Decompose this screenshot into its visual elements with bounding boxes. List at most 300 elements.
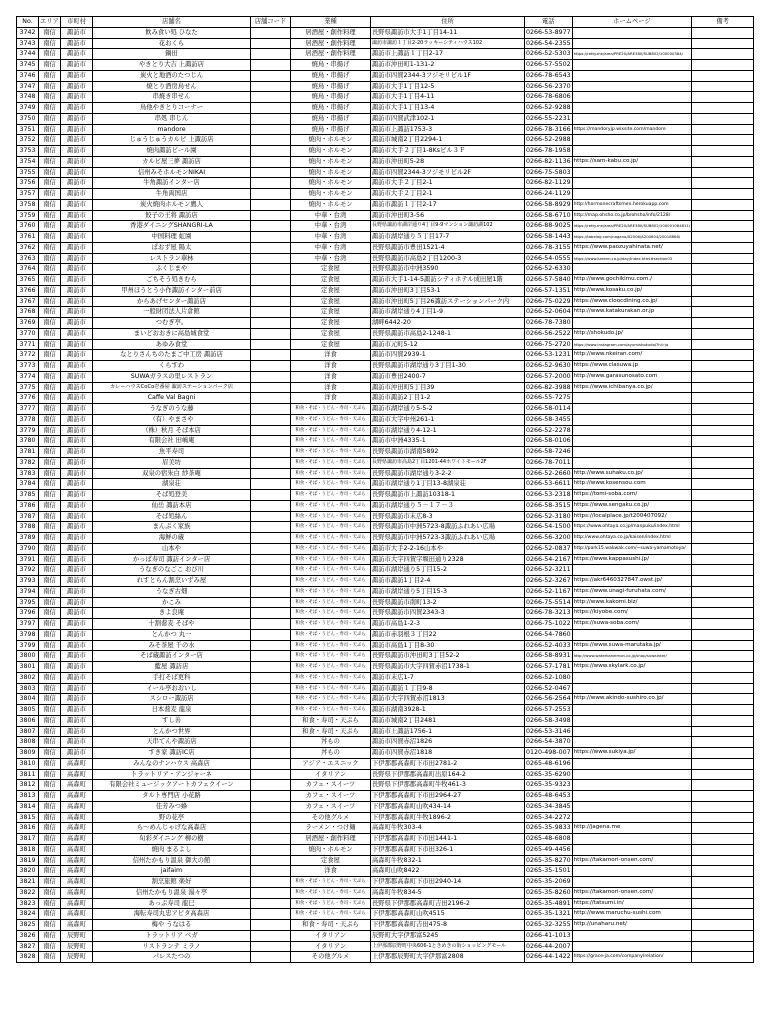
phone-cell: 0266-52-3211 <box>525 565 573 576</box>
area-cell: 南信 <box>39 629 61 640</box>
area-cell: 南信 <box>39 124 61 135</box>
homepage-link[interactable]: https://tabelog.com/nagano/A2006/A200604/20018868/ <box>572 232 692 243</box>
address-cell: 高森町牛牧303-4 <box>371 823 525 834</box>
shop-name-cell: 藍屋 諏訪店 <box>93 662 251 673</box>
city-cell: 諏訪市 <box>61 350 93 361</box>
city-cell: 諏訪市 <box>61 597 93 608</box>
area-cell: 南信 <box>39 60 61 71</box>
city-cell: 高森町 <box>61 866 93 877</box>
shop-code-cell <box>251 705 291 716</box>
phone-cell: 0266-75-2720 <box>525 339 573 350</box>
area-cell: 南信 <box>39 425 61 436</box>
address-cell: 諏訪市湖岸通り5-5-2 <box>371 404 525 415</box>
homepage-link[interactable]: http://www.gochikimu.com./ <box>572 275 692 286</box>
address-cell: 諏訪市高島1-2-3 <box>371 619 525 630</box>
category-cell: その他グルメ <box>291 812 371 823</box>
category-cell: 居酒屋・創作料理 <box>291 27 371 38</box>
homepage-link[interactable]: https://www.skylark.co.jp/ <box>572 662 692 673</box>
homepage-link[interactable]: http://map.ohsho.co.jp/b/ohsho/info/2128/ <box>572 210 692 221</box>
city-cell: 諏訪市 <box>61 748 93 759</box>
phone-cell: 0266-57-2000 <box>525 371 573 382</box>
row-number: 3791 <box>17 554 39 565</box>
homepage-link[interactable]: https://retty.me/area/PRE20/ARE380/SUB802/100001084811/ <box>572 221 692 232</box>
phone-cell: 0266-82-1129 <box>525 178 573 189</box>
row-number: 3795 <box>17 597 39 608</box>
table-row <box>17 242 754 253</box>
shop-code-cell <box>251 780 291 791</box>
area-cell: 南信 <box>39 511 61 522</box>
shop-code-cell <box>251 834 291 845</box>
notes-cell <box>692 726 754 737</box>
phone-cell: 0266-55-7275 <box>525 393 573 404</box>
phone-cell: 0266-56-2522 <box>525 328 573 339</box>
shop-code-cell <box>251 823 291 834</box>
shop-name-cell: SUWAガラスの里レストラン <box>93 371 251 382</box>
category-cell: カフェ・スイーツ <box>291 791 371 802</box>
shop-code-cell <box>251 232 291 243</box>
notes-cell <box>692 253 754 264</box>
homepage-link[interactable]: http://park15.wakwak.com/~suwa-yamamotoya/ <box>572 543 692 554</box>
address-cell: 長野県下伊那郡高森町吉田2196-2 <box>371 898 525 909</box>
phone-cell: 0266-44-2007 <box>525 941 573 952</box>
shop-code-cell <box>251 758 291 769</box>
city-cell: 諏訪市 <box>61 629 93 640</box>
shop-name-cell: 梅や うなはる <box>93 920 251 931</box>
phone-cell: 0266-57-5840 <box>525 275 573 286</box>
shop-code-cell <box>251 812 291 823</box>
area-cell: 南信 <box>39 748 61 759</box>
shop-name-cell: ぱおず屋 陽太 <box>93 242 251 253</box>
header-row <box>17 17 754 28</box>
table-row <box>17 769 754 780</box>
address-cell: 諏訪市諏訪１丁目9-8 <box>371 683 525 694</box>
category-cell: 焼鳥・串揚げ <box>291 70 371 81</box>
table-row <box>17 199 754 210</box>
shop-name-cell: かこみ <box>93 597 251 608</box>
notes-cell <box>692 920 754 931</box>
notes-cell <box>692 952 754 963</box>
shop-name-cell: 仙岳 諏訪本店 <box>93 500 251 511</box>
shop-name-cell: トラットリア・アンジャーネ <box>93 769 251 780</box>
shop-code-cell <box>251 70 291 81</box>
notes-cell <box>692 511 754 522</box>
city-cell: 諏訪市 <box>61 371 93 382</box>
col-header-city: 市町村 <box>61 17 93 28</box>
homepage-link <box>572 146 692 157</box>
table-row <box>17 221 754 232</box>
row-number: 3797 <box>17 619 39 630</box>
row-number: 3766 <box>17 285 39 296</box>
address-cell: 下伊那郡高森町山吹434-14 <box>371 801 525 812</box>
phone-cell: 0266-58-8931 <box>525 651 573 662</box>
city-cell: 高森町 <box>61 877 93 888</box>
table-row <box>17 780 754 791</box>
shop-name-cell: そば処絲ん <box>93 511 251 522</box>
phone-cell: 0266-78-6543 <box>525 70 573 81</box>
address-cell: 諏訪市四賀赤沼1826 <box>371 737 525 748</box>
homepage-link[interactable]: https://www.suwa-marutaka.jp/ <box>572 640 692 651</box>
notes-cell <box>692 285 754 296</box>
area-cell: 南信 <box>39 490 61 501</box>
address-cell: 諏訪市諏訪１丁目2-20ラッキーシティハウス102 <box>371 38 525 49</box>
homepage-link[interactable]: https://www.paozuyahinata.net/ <box>572 242 692 253</box>
address-cell: 諏訪市上諏訪１丁目2-17 <box>371 49 525 60</box>
homepage-link[interactable]: https://takamori-onsen.com/ <box>572 887 692 898</box>
homepage-link <box>572 447 692 458</box>
phone-cell: 0265-35-1321 <box>525 909 573 920</box>
shop-name-cell: 双泉の宿朱白 紗茶庵 <box>93 468 251 479</box>
phone-cell: 0265-34-3845 <box>525 801 573 812</box>
address-cell: 諏訪市末広1-7 <box>371 672 525 683</box>
homepage-link[interactable]: http://www.maruchu-sushi.com <box>572 909 692 920</box>
homepage-link[interactable]: http://www.garasunosato.com <box>572 371 692 382</box>
area-cell: 南信 <box>39 221 61 232</box>
row-number: 3804 <box>17 694 39 705</box>
address-cell: 諏訪市諏訪2丁目1-2 <box>371 393 525 404</box>
address-cell: 諏訪市湖岸通り4丁目1-9 <box>371 307 525 318</box>
area-cell: 南信 <box>39 855 61 866</box>
address-cell: 長野県諏訪市四賀2343-3 <box>371 608 525 619</box>
shop-name-cell: 信州みそホルモンNIKAI <box>93 167 251 178</box>
notes-cell <box>692 887 754 898</box>
row-number: 3748 <box>17 92 39 103</box>
city-cell: 諏訪市 <box>61 554 93 565</box>
col-header-shop-name: 店舗名 <box>93 17 251 28</box>
shop-code-cell <box>251 146 291 157</box>
phone-cell: 0266-56-3200 <box>525 533 573 544</box>
row-number: 3789 <box>17 533 39 544</box>
homepage-link[interactable]: https://www.ohtaya.co.jp/manpuku/index.html <box>572 522 692 533</box>
shop-code-cell <box>251 38 291 49</box>
phone-cell: 0266-52-0837 <box>525 543 573 554</box>
homepage-link[interactable]: http://hormonecraftsmen.herokuapp.com <box>572 199 692 210</box>
homepage-link <box>572 135 692 146</box>
shop-name-cell: あっぷ寿司 龍巳 <box>93 898 251 909</box>
area-cell: 南信 <box>39 275 61 286</box>
notes-cell <box>692 414 754 425</box>
address-cell: 諏訪市大手1丁目12-5 <box>371 81 525 92</box>
homepage-link <box>572 318 692 329</box>
shop-name-cell: 炭火焼肉ホルモン鷹人 <box>93 199 251 210</box>
shop-code-cell <box>251 844 291 855</box>
shop-name-cell: 有限会社 田嶋庵 <box>93 436 251 447</box>
homepage-link[interactable]: https://www.clasuwa.jp <box>572 361 692 372</box>
homepage-link[interactable]: https://localplace.jp/t200407092/ <box>572 511 692 522</box>
homepage-link[interactable]: https://www.cloocdining.co.jp/ <box>572 296 692 307</box>
phone-cell: 0265-48-6453 <box>525 791 573 802</box>
table-row <box>17 576 754 587</box>
address-cell: 長野県諏訪市湖岸通り3丁目1-30 <box>371 361 525 372</box>
row-number: 3801 <box>17 662 39 673</box>
shop-code-cell <box>251 887 291 898</box>
shop-name-cell: 湖泉荘 <box>93 479 251 490</box>
category-cell: 焼肉・ホルモン <box>291 199 371 210</box>
category-cell: ラーメン・つけ麺 <box>291 823 371 834</box>
phone-cell: 0266-54-2167 <box>525 554 573 565</box>
table-row <box>17 490 754 501</box>
notes-cell <box>692 264 754 275</box>
table-row <box>17 543 754 554</box>
category-cell: 洋食 <box>291 361 371 372</box>
homepage-link[interactable]: https://mandoryjp.wixsite.com/mandore <box>572 124 692 135</box>
table-row <box>17 533 754 544</box>
phone-cell: 0266-52-4033 <box>525 640 573 651</box>
notes-cell <box>692 307 754 318</box>
homepage-link[interactable]: http://www.nkeiran.com/ <box>572 350 692 361</box>
city-cell: 諏訪市 <box>61 189 93 200</box>
shop-code-cell <box>251 253 291 264</box>
phone-cell: 0265-35-8260 <box>525 887 573 898</box>
address-cell: 長野県諏訪市大字四賀赤沼1738-1 <box>371 662 525 673</box>
table-row <box>17 597 754 608</box>
homepage-link[interactable]: https://www.unagi-furuhata.com/ <box>572 586 692 597</box>
homepage-link[interactable]: https://sam-kabu.co.jp/ <box>572 156 692 167</box>
row-number: 3749 <box>17 103 39 114</box>
shop-code-cell <box>251 199 291 210</box>
row-number: 3784 <box>17 479 39 490</box>
shop-code-cell <box>251 457 291 468</box>
homepage-link[interactable]: http://www.waterkaneimon.co.jp/shop/suwainter/ <box>572 651 692 662</box>
area-cell: 南信 <box>39 920 61 931</box>
table-row <box>17 844 754 855</box>
homepage-link <box>572 264 692 275</box>
notes-cell <box>692 748 754 759</box>
homepage-link[interactable]: https://tatsumi.in/ <box>572 898 692 909</box>
phone-cell: 0266-75-0229 <box>525 296 573 307</box>
city-cell: 諏訪市 <box>61 221 93 232</box>
homepage-link <box>572 70 692 81</box>
notes-cell <box>692 834 754 845</box>
shop-code-cell <box>251 769 291 780</box>
row-number: 3815 <box>17 812 39 823</box>
table-row <box>17 307 754 318</box>
address-cell: 長野県諏訪市沖田町3丁目52-2 <box>371 651 525 662</box>
phone-cell: 0266-52-2988 <box>525 135 573 146</box>
notes-cell <box>692 844 754 855</box>
table-row <box>17 350 754 361</box>
city-cell: 諏訪市 <box>61 210 93 221</box>
shop-name-cell: まいどおおきに高島城食堂 <box>93 328 251 339</box>
homepage-link[interactable]: https://akr6460327847.owst.jp/ <box>572 576 692 587</box>
shop-name-cell: 中国料理 虹園 <box>93 232 251 243</box>
notes-cell <box>692 812 754 823</box>
notes-cell <box>692 823 754 834</box>
phone-cell: 0266-53-6611 <box>525 479 573 490</box>
city-cell: 高森町 <box>61 801 93 812</box>
area-cell: 南信 <box>39 178 61 189</box>
shop-code-cell <box>251 597 291 608</box>
notes-cell <box>692 350 754 361</box>
homepage-link[interactable]: https://www.sengaku.co.jp/ <box>572 500 692 511</box>
address-cell: 諏訪市大手1丁目4-11 <box>371 92 525 103</box>
homepage-link[interactable]: https://www.sukiya.jp/ <box>572 748 692 759</box>
shop-code-cell <box>251 178 291 189</box>
shop-code-cell <box>251 382 291 393</box>
category-cell: 洋食 <box>291 350 371 361</box>
table-row <box>17 81 754 92</box>
homepage-link[interactable]: https://retty.me/area/PRE20/ARE380/SUB802/100000384/ <box>572 49 692 60</box>
row-number: 3817 <box>17 834 39 845</box>
shop-name-cell: 十割蕎麦 そばや <box>93 619 251 630</box>
homepage-link[interactable]: https://www.karenn.co.jp/day/index.html#section03 <box>572 253 692 264</box>
address-cell: 諏訪市赤羽根３丁目22 <box>371 629 525 640</box>
category-cell: 焼肉・ホルモン <box>291 135 371 146</box>
phone-cell: 0265-35-1501 <box>525 866 573 877</box>
area-cell: 南信 <box>39 769 61 780</box>
shop-name-cell: かっぱ寿司 諏訪インター店 <box>93 554 251 565</box>
homepage-link[interactable]: http://www.katakurakan.or.jp <box>572 307 692 318</box>
city-cell: 諏訪市 <box>61 199 93 210</box>
category-cell: 和食・そば・うどん・寿司・天ぷら <box>291 554 371 565</box>
homepage-link[interactable]: http://www.suhaku.co.jp/ <box>572 468 692 479</box>
table-row <box>17 189 754 200</box>
table-row <box>17 662 754 673</box>
city-cell: 高森町 <box>61 812 93 823</box>
homepage-link[interactable]: https://takamori-onsen.com/ <box>572 855 692 866</box>
notes-cell <box>692 672 754 683</box>
area-cell: 南信 <box>39 533 61 544</box>
homepage-link[interactable]: https://www.instagram.com/ayumishokudo/?hl=ja <box>572 339 692 350</box>
area-cell: 南信 <box>39 318 61 329</box>
notes-cell <box>692 608 754 619</box>
notes-cell <box>692 640 754 651</box>
shop-name-cell: タルト専門店 小花路 <box>93 791 251 802</box>
category-cell: 和食・そば・うどん・寿司・天ぷら <box>291 500 371 511</box>
table-row <box>17 586 754 597</box>
homepage-link <box>572 801 692 812</box>
shop-name-cell: うなぎのなごこ おび川 <box>93 565 251 576</box>
row-number: 3744 <box>17 49 39 60</box>
table-row <box>17 694 754 705</box>
row-number: 3802 <box>17 672 39 683</box>
area-cell: 南信 <box>39 253 61 264</box>
homepage-link[interactable]: http://www.ohtaya.co.jp/kaisen/index.html <box>572 533 692 544</box>
table-row <box>17 178 754 189</box>
row-number: 3761 <box>17 232 39 243</box>
shop-code-cell <box>251 941 291 952</box>
row-number: 3774 <box>17 371 39 382</box>
notes-cell <box>692 543 754 554</box>
phone-cell: 0266-53-8977 <box>525 27 573 38</box>
homepage-link[interactable]: http://www.akindo-sushiro.co.jp/ <box>572 694 692 705</box>
homepage-link[interactable]: http://jagena.me <box>572 823 692 834</box>
shop-name-cell: つむぎ亭。 <box>93 318 251 329</box>
row-number: 3805 <box>17 705 39 716</box>
row-number: 3756 <box>17 178 39 189</box>
phone-cell: 0266-56-2564 <box>525 694 573 705</box>
homepage-link <box>572 103 692 114</box>
category-cell: 洋食 <box>291 393 371 404</box>
shop-code-cell <box>251 737 291 748</box>
shop-name-cell: 餃子の王将 諏訪店 <box>93 210 251 221</box>
area-cell: 南信 <box>39 812 61 823</box>
table-row <box>17 565 754 576</box>
address-cell: 長野県諏訪市湖岸通り4丁目9-9マンション諏訪湖102 <box>371 221 525 232</box>
notes-cell <box>692 479 754 490</box>
row-number: 3809 <box>17 748 39 759</box>
address-cell: 下伊那郡高森町下市田1441-1 <box>371 834 525 845</box>
row-number: 3760 <box>17 221 39 232</box>
table-row <box>17 382 754 393</box>
homepage-link <box>572 672 692 683</box>
category-cell: 和食・そば・うどん・寿司・天ぷら <box>291 619 371 630</box>
homepage-link <box>572 425 692 436</box>
row-number: 3755 <box>17 167 39 178</box>
shop-name-cell: 花おくら <box>93 38 251 49</box>
city-cell: 諏訪市 <box>61 640 93 651</box>
city-cell: 諏訪市 <box>61 328 93 339</box>
city-cell: 高森町 <box>61 834 93 845</box>
table-row <box>17 619 754 630</box>
category-cell: 和食・そば・うどん・寿司・天ぷら <box>291 522 371 533</box>
category-cell: 和食・そば・うどん・寿司・天ぷら <box>291 404 371 415</box>
phone-cell: 0266-58-3455 <box>525 414 573 425</box>
table-row <box>17 812 754 823</box>
city-cell: 諏訪市 <box>61 167 93 178</box>
shop-code-cell <box>251 533 291 544</box>
row-number: 3787 <box>17 511 39 522</box>
phone-cell: 0266-78-3166 <box>525 124 573 135</box>
homepage-link[interactable]: https://suwa-soba.com/ <box>572 619 692 630</box>
homepage-link[interactable]: https://kiyobe.com/ <box>572 608 692 619</box>
phone-cell: 0266-53-2318 <box>525 490 573 501</box>
shop-name-cell: 鳥他やきとりコーナー <box>93 103 251 114</box>
table-row <box>17 920 754 931</box>
phone-cell: 0266-41-1013 <box>525 930 573 941</box>
shop-code-cell <box>251 468 291 479</box>
row-number: 3794 <box>17 586 39 597</box>
homepage-link[interactable]: http://unaharu.net/ <box>572 920 692 931</box>
homepage-link[interactable]: https://tomi-soba.com/ <box>572 490 692 501</box>
homepage-link[interactable]: https://www.ichibanya.co.jp/ <box>572 382 692 393</box>
table-row <box>17 404 754 415</box>
homepage-link <box>572 737 692 748</box>
homepage-link[interactable]: https://www.kappasushi.jp/ <box>572 554 692 565</box>
category-cell: 焼肉・ホルモン <box>291 844 371 855</box>
shop-code-cell <box>251 619 291 630</box>
row-number: 3752 <box>17 135 39 146</box>
city-cell: 諏訪市 <box>61 113 93 124</box>
shop-name-cell: 串処 串じん <box>93 113 251 124</box>
phone-cell: 0265-48-6808 <box>525 834 573 845</box>
homepage-link[interactable]: http://www.kosaku.co.jp/ <box>572 285 692 296</box>
row-number: 3820 <box>17 866 39 877</box>
homepage-link[interactable]: https://grace-ja.com/company/relation/ <box>572 952 692 963</box>
homepage-link[interactable]: http://www.kosensou.com <box>572 479 692 490</box>
city-cell: 諏訪市 <box>61 500 93 511</box>
address-cell: 諏訪市上諏訪1753-3 <box>371 124 525 135</box>
homepage-link[interactable]: http://shokudo.jp/ <box>572 328 692 339</box>
notes-cell <box>692 715 754 726</box>
address-cell: 諏訪市大手２丁目1-8Ksビル３Ｆ <box>371 146 525 157</box>
phone-cell: 0266-58-8929 <box>525 199 573 210</box>
shop-name-cell: パレスたつの <box>93 952 251 963</box>
notes-cell <box>692 780 754 791</box>
area-cell: 南信 <box>39 382 61 393</box>
notes-cell <box>692 70 754 81</box>
shop-code-cell <box>251 500 291 511</box>
shop-code-cell <box>251 715 291 726</box>
phone-cell: 0265-35-8270 <box>525 855 573 866</box>
area-cell: 南信 <box>39 597 61 608</box>
notes-cell <box>692 457 754 468</box>
homepage-link[interactable]: http://www.kakomi.biz/ <box>572 597 692 608</box>
shop-name-cell: くらすわ <box>93 361 251 372</box>
shop-name-cell: そば処登美 <box>93 490 251 501</box>
shop-name-cell: すし善 <box>93 715 251 726</box>
col-header-address: 住所 <box>371 17 525 28</box>
category-cell: 和食・そば・うどん・寿司・天ぷら <box>291 705 371 716</box>
